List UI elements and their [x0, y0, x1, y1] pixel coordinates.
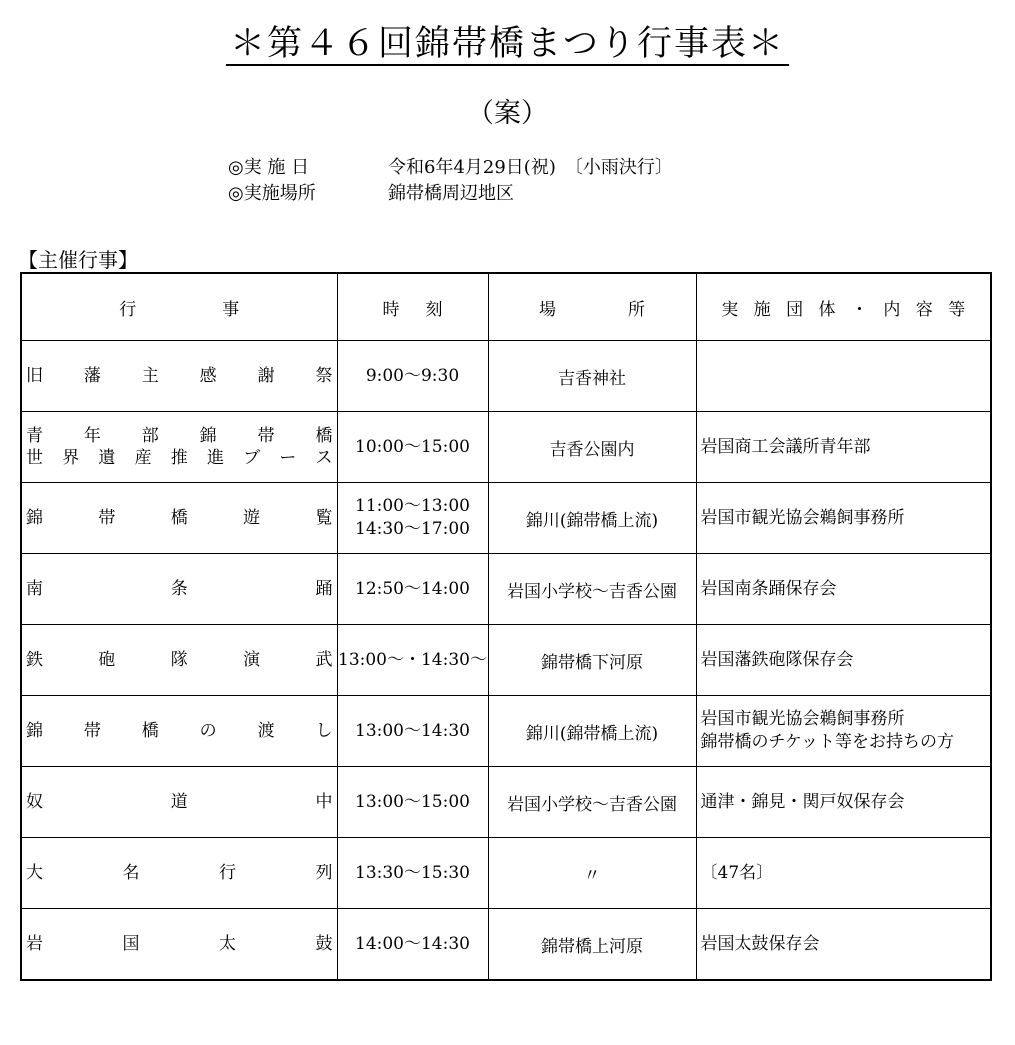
event-name — [26, 933, 333, 955]
org-cell — [696, 483, 991, 554]
info-place-value: 錦帯橋周辺地区 — [388, 183, 514, 204]
place-cell — [488, 838, 696, 909]
event-cell — [21, 625, 337, 696]
header-org-text — [721, 295, 965, 320]
event-char: 行 — [219, 863, 236, 883]
page-title: ＊第４６回錦帯橋まつり行事表＊ — [226, 24, 789, 66]
event-name — [26, 447, 333, 469]
org-cell — [696, 696, 991, 767]
event-place: 錦川(錦帯橋上流) — [525, 510, 659, 531]
event-char: 帯 — [98, 508, 116, 528]
place-cell — [488, 412, 696, 483]
event-char: 部 — [141, 426, 159, 446]
event-cell — [21, 838, 337, 909]
table-row — [21, 696, 991, 767]
event-organizer: 〔47名〕 — [700, 862, 774, 883]
header-time — [337, 273, 488, 341]
event-name — [26, 578, 333, 600]
event-char: 年 — [83, 426, 101, 446]
header-char: ・ — [850, 299, 868, 320]
org-cell — [696, 412, 991, 483]
place-cell — [488, 696, 696, 767]
event-char: 鉄 — [26, 650, 43, 670]
event-char: 武 — [315, 650, 333, 670]
place-cell — [488, 909, 696, 981]
time-cell — [337, 767, 488, 838]
table-row — [21, 838, 991, 909]
event-char: 橋 — [141, 721, 159, 741]
event-cell — [21, 341, 337, 412]
header-place-text — [539, 295, 645, 320]
event-name — [26, 365, 333, 387]
table-row — [21, 554, 991, 625]
event-char: 列 — [315, 863, 333, 883]
event-char: 名 — [122, 863, 140, 883]
event-time: 13:00～14:30 — [355, 720, 470, 741]
event-organizer: 岩国南条踊保存会 — [700, 578, 837, 599]
event-char: 砲 — [98, 650, 116, 670]
event-char: 謝 — [257, 366, 275, 386]
event-char: 青 — [26, 426, 43, 446]
event-name — [26, 649, 333, 671]
event-char: 錦 — [26, 508, 43, 528]
header-char: 実 — [721, 299, 739, 320]
info-place — [228, 182, 514, 206]
event-organizer: 岩国市観光協会鵜飼事務所 — [700, 507, 905, 528]
event-time: 12:50～14:00 — [355, 578, 470, 599]
event-char: 感 — [199, 366, 217, 386]
header-char: 時 — [382, 299, 400, 320]
event-name — [26, 791, 333, 813]
header-org — [696, 273, 991, 341]
header-char: 施 — [753, 299, 771, 320]
event-char: 遊 — [243, 508, 261, 528]
event-char: 岩 — [26, 934, 43, 954]
header-char: 団 — [786, 299, 804, 320]
event-time: 14:30～17:00 — [355, 519, 470, 539]
header-char: 事 — [222, 299, 240, 320]
event-char: 界 — [62, 448, 80, 468]
header-char: 等 — [948, 299, 966, 320]
event-char: 錦 — [26, 721, 43, 741]
time-cell — [337, 554, 488, 625]
event-place: 錦帯橋上河原 — [541, 936, 643, 957]
event-time: 13:00～・14:30～ — [338, 649, 487, 670]
org-cell — [696, 341, 991, 412]
table-row — [21, 625, 991, 696]
event-char: 太 — [219, 934, 236, 954]
header-char: 容 — [915, 299, 933, 320]
place-cell — [488, 483, 696, 554]
event-char: 帯 — [83, 721, 101, 741]
header-char: 刻 — [425, 299, 443, 320]
event-char: 渡 — [257, 721, 275, 741]
event-char: 遺 — [98, 448, 116, 468]
event-char: 産 — [134, 448, 152, 468]
event-organizer: 岩国市観光協会鵜飼事務所 — [700, 709, 905, 729]
time-cell — [337, 341, 488, 412]
event-char: 国 — [122, 934, 140, 954]
event-char: ス — [315, 448, 333, 468]
table-row — [21, 341, 991, 412]
info-date-label: ◎実 施 日 — [228, 157, 310, 178]
org-cell — [696, 909, 991, 981]
event-place: 吉香神社 — [558, 368, 626, 389]
event-name — [26, 720, 333, 742]
event-cell — [21, 696, 337, 767]
header-place — [488, 273, 696, 341]
event-organizer: 錦帯橋のチケット等をお持ちの方 — [700, 732, 954, 752]
event-name — [26, 862, 333, 884]
table-row — [21, 483, 991, 554]
event-char: の — [199, 721, 217, 741]
event-char: 南 — [26, 579, 43, 599]
info-date — [228, 156, 673, 180]
place-cell — [488, 767, 696, 838]
page-title-wrap — [0, 22, 1015, 66]
event-char: 条 — [170, 579, 188, 599]
time-cell — [337, 909, 488, 981]
page-subtitle: （案） — [467, 98, 548, 129]
event-char: 祭 — [315, 366, 333, 386]
event-char: 鼓 — [315, 934, 333, 954]
event-name — [26, 507, 333, 529]
event-char: 覧 — [315, 508, 333, 528]
event-char: 藩 — [83, 366, 101, 386]
event-char: 中 — [315, 792, 333, 812]
org-cell — [696, 625, 991, 696]
event-place: 錦帯橋下河原 — [541, 652, 643, 673]
event-char: 隊 — [170, 650, 188, 670]
event-char: 錦 — [199, 426, 217, 446]
event-char: 大 — [26, 863, 43, 883]
header-char: 所 — [628, 299, 645, 320]
event-cell — [21, 483, 337, 554]
table-row — [21, 767, 991, 838]
event-cell — [21, 767, 337, 838]
event-char: 推 — [170, 448, 188, 468]
time-cell — [337, 696, 488, 767]
event-time: 13:00～15:00 — [355, 791, 470, 812]
event-char: 進 — [206, 448, 224, 468]
event-place: 岩国小学校～吉香公園 — [507, 581, 677, 602]
schedule-table — [20, 272, 992, 981]
event-name — [26, 425, 333, 447]
event-organizer: 岩国商工会議所青年部 — [700, 436, 871, 457]
event-char: 橋 — [170, 508, 188, 528]
event-char: 橋 — [315, 426, 333, 446]
event-place: 〃 — [583, 865, 601, 886]
table-row — [21, 412, 991, 483]
event-char: 演 — [243, 650, 261, 670]
event-organizer: 岩国太鼓保存会 — [700, 933, 820, 954]
org-cell — [696, 767, 991, 838]
header-char: 体 — [818, 299, 836, 320]
event-place: 吉香公園内 — [549, 439, 635, 460]
event-cell — [21, 412, 337, 483]
org-cell — [696, 838, 991, 909]
event-time: 13:30～15:30 — [355, 862, 470, 883]
event-char: 主 — [141, 366, 159, 386]
header-time-text — [383, 295, 443, 320]
event-place: 岩国小学校～吉香公園 — [507, 794, 677, 815]
time-cell — [337, 625, 488, 696]
header-event-text — [119, 295, 239, 320]
place-cell — [488, 625, 696, 696]
place-cell — [488, 554, 696, 625]
event-char: ー — [279, 448, 297, 468]
time-cell — [337, 412, 488, 483]
org-cell — [696, 554, 991, 625]
header-char: 行 — [119, 299, 137, 320]
header-char: 場 — [539, 299, 556, 320]
event-char: し — [315, 721, 333, 741]
place-cell — [488, 341, 696, 412]
time-cell — [337, 838, 488, 909]
event-cell — [21, 909, 337, 981]
event-char: 道 — [170, 792, 188, 812]
event-char: ブ — [243, 448, 261, 468]
event-organizer: 通津・錦見・関戸奴保存会 — [700, 791, 905, 812]
event-time: 9:00～9:30 — [365, 365, 460, 386]
event-char: 奴 — [26, 792, 43, 812]
schedule-body — [21, 341, 991, 981]
table-header-row — [21, 273, 991, 341]
event-place: 錦川(錦帯橋上流) — [525, 723, 659, 744]
event-time: 10:00～15:00 — [355, 436, 470, 457]
event-char: 帯 — [257, 426, 275, 446]
event-cell — [21, 554, 337, 625]
event-char: 旧 — [26, 366, 43, 386]
table-row — [21, 909, 991, 981]
section-label: 【主催行事】 — [18, 248, 138, 272]
event-organizer: 岩国藩鉄砲隊保存会 — [700, 649, 854, 670]
time-cell — [337, 483, 488, 554]
event-char: 世 — [26, 448, 43, 468]
event-time: 14:00～14:30 — [355, 933, 470, 954]
header-char: 内 — [883, 299, 901, 320]
header-event — [21, 273, 337, 341]
event-char: 踊 — [315, 579, 333, 599]
event-time: 11:00～13:00 — [355, 496, 470, 516]
info-date-value: 令和6年4月29日(祝) 〔小雨決行〕 — [388, 157, 673, 178]
info-place-label: ◎実施場所 — [228, 183, 316, 204]
